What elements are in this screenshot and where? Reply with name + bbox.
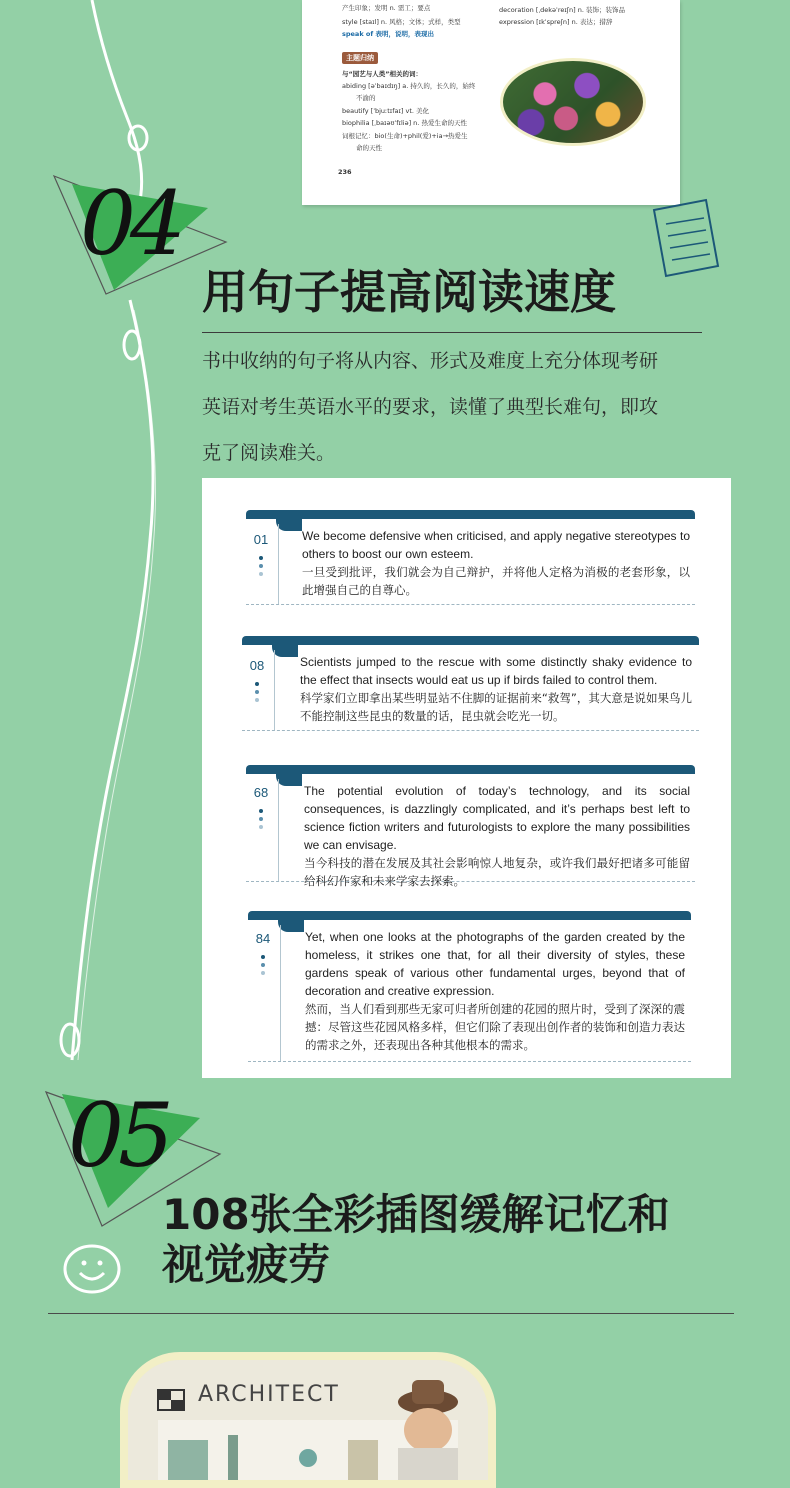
sentence-card <box>202 636 731 732</box>
architect-illustration <box>120 1352 496 1488</box>
sentence-number: 84 <box>255 931 271 946</box>
sentence-en: We become defensive when criticised, and apply negative stereotypes to others to boost our own esteem. <box>302 529 690 561</box>
dots-icon <box>258 809 264 833</box>
sentence-text <box>300 653 692 725</box>
book-line: 产生印象；发明 n. 需工；要点 <box>342 4 431 12</box>
paper-note-icon <box>648 196 722 280</box>
description-line: 英语对考生英语水平的要求，读懂了典型长难句，即攻 <box>202 396 659 418</box>
architect-sign: ARCHITECT <box>198 1382 340 1407</box>
book-line: 词根记忆：bio(生命)+phil(爱)+ia→热爱生 <box>342 132 468 140</box>
book-line: decoration [ˌdekəˈreɪʃn] n. 装饰；装饰品 <box>499 6 625 14</box>
dots-icon <box>260 955 266 979</box>
sentence-en: The potential evolution of today’s technology, and its social consequences, is dazzlingly complicated, and it’s perhaps best left to science fiction writers and futurologists to explore the many possibilities we can envisage. <box>304 784 690 852</box>
sentence-panel <box>202 478 731 1078</box>
sentence-card <box>202 510 731 606</box>
title-line: 视觉疲劳 <box>162 1240 331 1289</box>
page-number: 236 <box>338 168 352 176</box>
smiley-icon <box>62 1243 122 1295</box>
sentence-en: Yet, when one looks at the photographs of the garden created by the homeless, it strikes one that, for all their diversity of styles, these gardens speak of various other fundamental urges, beyond that of decoration and creative expression. <box>305 930 685 998</box>
description-line: 书中收纳的句子将从内容、形式及难度上充分体现考研 <box>202 350 659 372</box>
sentence-en: Scientists jumped to the rescue with some distinctly shaky evidence to the effect that insects would eat us up if birds failed to control them. <box>300 655 692 687</box>
section-number: 05 <box>68 1084 168 1187</box>
section-number: 04 <box>80 172 180 275</box>
sentence-text <box>305 928 685 1054</box>
section-05-title <box>162 1190 670 1290</box>
theme-tag: 主题归纳 <box>342 52 378 64</box>
sentence-number: 01 <box>253 532 269 547</box>
book-line: speak of 表明，说明，表现出 <box>342 30 434 38</box>
book-line: 不渝的 <box>356 94 376 102</box>
sentence-card <box>202 765 731 888</box>
book-line: beautify [ˈbjuːtɪfaɪ] vt. 美化 <box>342 107 430 115</box>
sentence-text <box>304 782 690 890</box>
book-line: expression [ɪkˈspreʃn] n. 表达；措辞 <box>499 18 613 26</box>
sentence-cn: 当今科技的潜在发展及其社会影响惊人地复杂，或许我们最好把诸多可能留给科幻作家和未来学家去探索。 <box>304 856 690 888</box>
section-04-description <box>202 338 722 476</box>
book-line: style [staɪl] n. 风格；文体；式样，类型 <box>342 18 461 26</box>
description-line: 克了阅读难关。 <box>202 442 336 464</box>
section-04-title: 用句子提高阅读速度 <box>202 265 616 319</box>
sentence-cn: 然而，当人们看到那些无家可归者所创建的花园的照片时，受到了深深的震撼：尽管这些花园风格多样，但它们除了表现出创作者的装饰和创造力表达的需求之外，还表现出各种其他根本的需求。 <box>305 1002 685 1052</box>
sentence-number: 08 <box>249 658 265 673</box>
sentence-cn: 一旦受到批评，我们就会为自己辩护，并将他人定格为消极的老套形象，以此增强自己的自尊心。 <box>302 565 690 597</box>
dots-icon <box>258 556 264 580</box>
sentence-card <box>202 911 731 1063</box>
divider <box>48 1313 734 1314</box>
title-line: 108张全彩插图缓解记忆和 <box>162 1190 670 1239</box>
book-line: 命的天性 <box>356 144 382 152</box>
book-page-preview <box>302 0 680 205</box>
sentence-text <box>302 527 690 599</box>
sentence-number: 68 <box>253 785 269 800</box>
theme-heading: 与“园艺与人类”相关的词： <box>342 70 423 78</box>
sentence-cn: 科学家们立即拿出某些明显站不住脚的证据前来“救驾”，其大意是说如果鸟儿不能控制这些昆虫的数量的话，昆虫就会吃光一切。 <box>300 691 692 723</box>
divider <box>202 332 702 333</box>
book-line: abiding [əˈbaɪdɪŋ] a. 持久的，长久的，始终 <box>342 82 476 90</box>
dots-icon <box>254 682 260 706</box>
garden-photo-bubble <box>500 58 646 146</box>
vine-decoration <box>0 0 220 1100</box>
book-line: biophilia [ˌbaɪəʊˈfɪliə] n. 热爱生命的天性 <box>342 119 467 127</box>
